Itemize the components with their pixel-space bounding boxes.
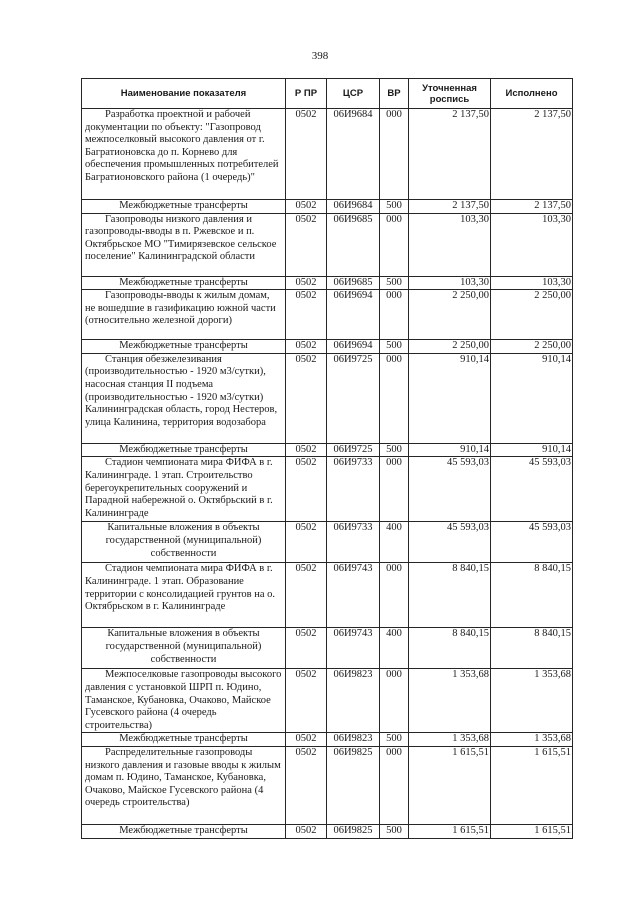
cell-name-text: Газопроводы низкого давления и газопроводы-вводы в п. Ржевское и п. Октябрьское МО "Тимирязевское сельское поселение" Калининградской области bbox=[85, 213, 277, 263]
cell-csr: 06И9823 bbox=[327, 733, 380, 747]
cell-plan: 2 137,50 bbox=[409, 200, 491, 214]
cell-done: 910,14 bbox=[491, 443, 573, 457]
cell-rpr: 0502 bbox=[286, 457, 327, 522]
cell-name-text: Стадион чемпионата мира ФИФА в г. Калининграде. 1 этап. Образование территории с консолидацией грунтов на о. Октябрьском в г. Калининграде bbox=[85, 563, 276, 613]
cell-csr: 06И9733 bbox=[327, 522, 380, 563]
cell-name-text: Распределительные газопроводы низкого давления и газовые вводы к жилым домам п. Юдино, Таманское, Кубановка, Очаково, Майское Гусевского района (4 очередь строительства) bbox=[85, 746, 281, 809]
table-row bbox=[82, 290, 573, 340]
cell-name bbox=[82, 746, 286, 824]
table-row bbox=[82, 213, 573, 276]
cell-done: 2 250,00 bbox=[491, 340, 573, 354]
budget-table bbox=[81, 78, 573, 839]
cell-vr: 500 bbox=[380, 200, 409, 214]
cell-plan: 1 353,68 bbox=[409, 669, 491, 733]
cell-plan: 103,30 bbox=[409, 276, 491, 290]
cell-vr: 000 bbox=[380, 457, 409, 522]
cell-name: Межбюджетные трансферты bbox=[82, 443, 286, 457]
cell-done: 1 353,68 bbox=[491, 669, 573, 733]
cell-name: Межбюджетные трансферты bbox=[82, 824, 286, 838]
table-subtotal-row bbox=[82, 443, 573, 457]
cell-plan: 2 137,50 bbox=[409, 109, 491, 200]
cell-name: Межбюджетные трансферты bbox=[82, 276, 286, 290]
header-csr: ЦСР bbox=[327, 79, 380, 109]
cell-csr: 06И9685 bbox=[327, 276, 380, 290]
cell-done: 45 593,03 bbox=[491, 522, 573, 563]
cell-done: 103,30 bbox=[491, 213, 573, 276]
cell-vr: 500 bbox=[380, 276, 409, 290]
cell-rpr: 0502 bbox=[286, 733, 327, 747]
cell-vr: 000 bbox=[380, 563, 409, 628]
cell-plan: 103,30 bbox=[409, 213, 491, 276]
cell-csr: 06И9743 bbox=[327, 628, 380, 669]
header-name: Наименование показателя bbox=[82, 79, 286, 109]
table-subtotal-row bbox=[82, 340, 573, 354]
cell-vr: 000 bbox=[380, 290, 409, 340]
table-subtotal-row bbox=[82, 276, 573, 290]
cell-rpr: 0502 bbox=[286, 563, 327, 628]
cell-plan: 910,14 bbox=[409, 443, 491, 457]
cell-vr: 500 bbox=[380, 733, 409, 747]
cell-name: Капитальные вложения в объекты государственной (муниципальной) собственности bbox=[82, 522, 286, 563]
cell-vr: 500 bbox=[380, 824, 409, 838]
cell-name: Межбюджетные трансферты bbox=[82, 200, 286, 214]
cell-name-text: Разработка проектной и рабочей документации по объекту: "Газопровод межпоселковый высокого давления от г. Багратионовска до п. Корнево для обеспечения промышленных потребителей Багратионовского района (1 очередь)" bbox=[85, 109, 279, 183]
cell-vr: 000 bbox=[380, 353, 409, 443]
cell-vr: 400 bbox=[380, 522, 409, 563]
cell-csr: 06И9823 bbox=[327, 669, 380, 733]
cell-done: 1 615,51 bbox=[491, 824, 573, 838]
cell-csr: 06И9685 bbox=[327, 213, 380, 276]
cell-vr: 000 bbox=[380, 109, 409, 200]
cell-rpr: 0502 bbox=[286, 824, 327, 838]
header-plan: Уточненная роспись bbox=[409, 79, 491, 109]
table-subtotal-row bbox=[82, 733, 573, 747]
cell-plan: 8 840,15 bbox=[409, 563, 491, 628]
cell-plan: 45 593,03 bbox=[409, 457, 491, 522]
cell-rpr: 0502 bbox=[286, 669, 327, 733]
page-number: 398 bbox=[311, 50, 329, 62]
cell-plan: 1 353,68 bbox=[409, 733, 491, 747]
cell-plan: 45 593,03 bbox=[409, 522, 491, 563]
cell-plan: 910,14 bbox=[409, 353, 491, 443]
cell-plan: 2 250,00 bbox=[409, 340, 491, 354]
cell-vr: 500 bbox=[380, 340, 409, 354]
cell-name bbox=[82, 563, 286, 628]
cell-vr: 000 bbox=[380, 213, 409, 276]
header-done: Исполнено bbox=[491, 79, 573, 109]
cell-rpr: 0502 bbox=[286, 628, 327, 669]
table-row bbox=[82, 353, 573, 443]
cell-done: 8 840,15 bbox=[491, 563, 573, 628]
table-subtotal-row bbox=[82, 628, 573, 669]
cell-csr: 06И9694 bbox=[327, 340, 380, 354]
table-row bbox=[82, 563, 573, 628]
cell-done: 1 353,68 bbox=[491, 733, 573, 747]
cell-csr: 06И9743 bbox=[327, 563, 380, 628]
table-subtotal-row bbox=[82, 200, 573, 214]
table-row bbox=[82, 669, 573, 733]
cell-name bbox=[82, 109, 286, 200]
cell-plan: 1 615,51 bbox=[409, 824, 491, 838]
cell-csr: 06И9725 bbox=[327, 443, 380, 457]
cell-done: 1 615,51 bbox=[491, 746, 573, 824]
cell-plan: 1 615,51 bbox=[409, 746, 491, 824]
cell-vr: 000 bbox=[380, 746, 409, 824]
cell-name bbox=[82, 457, 286, 522]
cell-rpr: 0502 bbox=[286, 353, 327, 443]
cell-rpr: 0502 bbox=[286, 443, 327, 457]
cell-rpr: 0502 bbox=[286, 340, 327, 354]
cell-rpr: 0502 bbox=[286, 276, 327, 290]
cell-name-text: Межпоселковые газопроводы высокого давления с установкой ШРП п. Юдино, Таманское, Кубановка, Очаково, Майское Гусевского района (4 очередь строительства) bbox=[85, 669, 282, 731]
cell-csr: 06И9684 bbox=[327, 200, 380, 214]
cell-plan: 8 840,15 bbox=[409, 628, 491, 669]
cell-csr: 06И9825 bbox=[327, 746, 380, 824]
table-subtotal-row bbox=[82, 824, 573, 838]
cell-name-text: Станция обезжелезивания (производительностью - 1920 м3/сутки), насосная станция II подъема (производительностью - 1920 м3/сутки) Калининградская область, город Нестеров, улица Калинина, территория водозабора bbox=[85, 353, 278, 428]
cell-done: 2 137,50 bbox=[491, 200, 573, 214]
cell-rpr: 0502 bbox=[286, 290, 327, 340]
header-rpr: Р ПР bbox=[286, 79, 327, 109]
cell-name bbox=[82, 213, 286, 276]
cell-name-text: Стадион чемпионата мира ФИФА в г. Калининграде. 1 этап. Строительство берегоукрепительных сооружений и Парадной набережной о. Октябрьский в г. Калининграде bbox=[85, 457, 273, 519]
cell-name-text: Газопроводы-вводы к жилым домам, не вошедшие в газификацию южной части (относительно железной дороги) bbox=[85, 290, 276, 327]
cell-rpr: 0502 bbox=[286, 522, 327, 563]
table-row bbox=[82, 457, 573, 522]
cell-done: 103,30 bbox=[491, 276, 573, 290]
cell-rpr: 0502 bbox=[286, 200, 327, 214]
cell-vr: 400 bbox=[380, 628, 409, 669]
cell-plan: 2 250,00 bbox=[409, 290, 491, 340]
table-row bbox=[82, 109, 573, 200]
cell-done: 2 137,50 bbox=[491, 109, 573, 200]
cell-vr: 500 bbox=[380, 443, 409, 457]
cell-done: 45 593,03 bbox=[491, 457, 573, 522]
cell-name: Межбюджетные трансферты bbox=[82, 733, 286, 747]
cell-rpr: 0502 bbox=[286, 746, 327, 824]
cell-done: 2 250,00 bbox=[491, 290, 573, 340]
cell-vr: 000 bbox=[380, 669, 409, 733]
cell-done: 8 840,15 bbox=[491, 628, 573, 669]
table-subtotal-row bbox=[82, 522, 573, 563]
cell-csr: 06И9825 bbox=[327, 824, 380, 838]
cell-csr: 06И9694 bbox=[327, 290, 380, 340]
cell-rpr: 0502 bbox=[286, 213, 327, 276]
table-header-row bbox=[82, 79, 573, 109]
cell-name bbox=[82, 290, 286, 340]
cell-name: Капитальные вложения в объекты государственной (муниципальной) собственности bbox=[82, 628, 286, 669]
cell-csr: 06И9733 bbox=[327, 457, 380, 522]
cell-name: Межбюджетные трансферты bbox=[82, 340, 286, 354]
table-body bbox=[82, 109, 573, 839]
cell-csr: 06И9684 bbox=[327, 109, 380, 200]
cell-csr: 06И9725 bbox=[327, 353, 380, 443]
cell-name bbox=[82, 669, 286, 733]
cell-rpr: 0502 bbox=[286, 109, 327, 200]
header-vr: ВР bbox=[380, 79, 409, 109]
table-row bbox=[82, 746, 573, 824]
cell-name bbox=[82, 353, 286, 443]
cell-done: 910,14 bbox=[491, 353, 573, 443]
